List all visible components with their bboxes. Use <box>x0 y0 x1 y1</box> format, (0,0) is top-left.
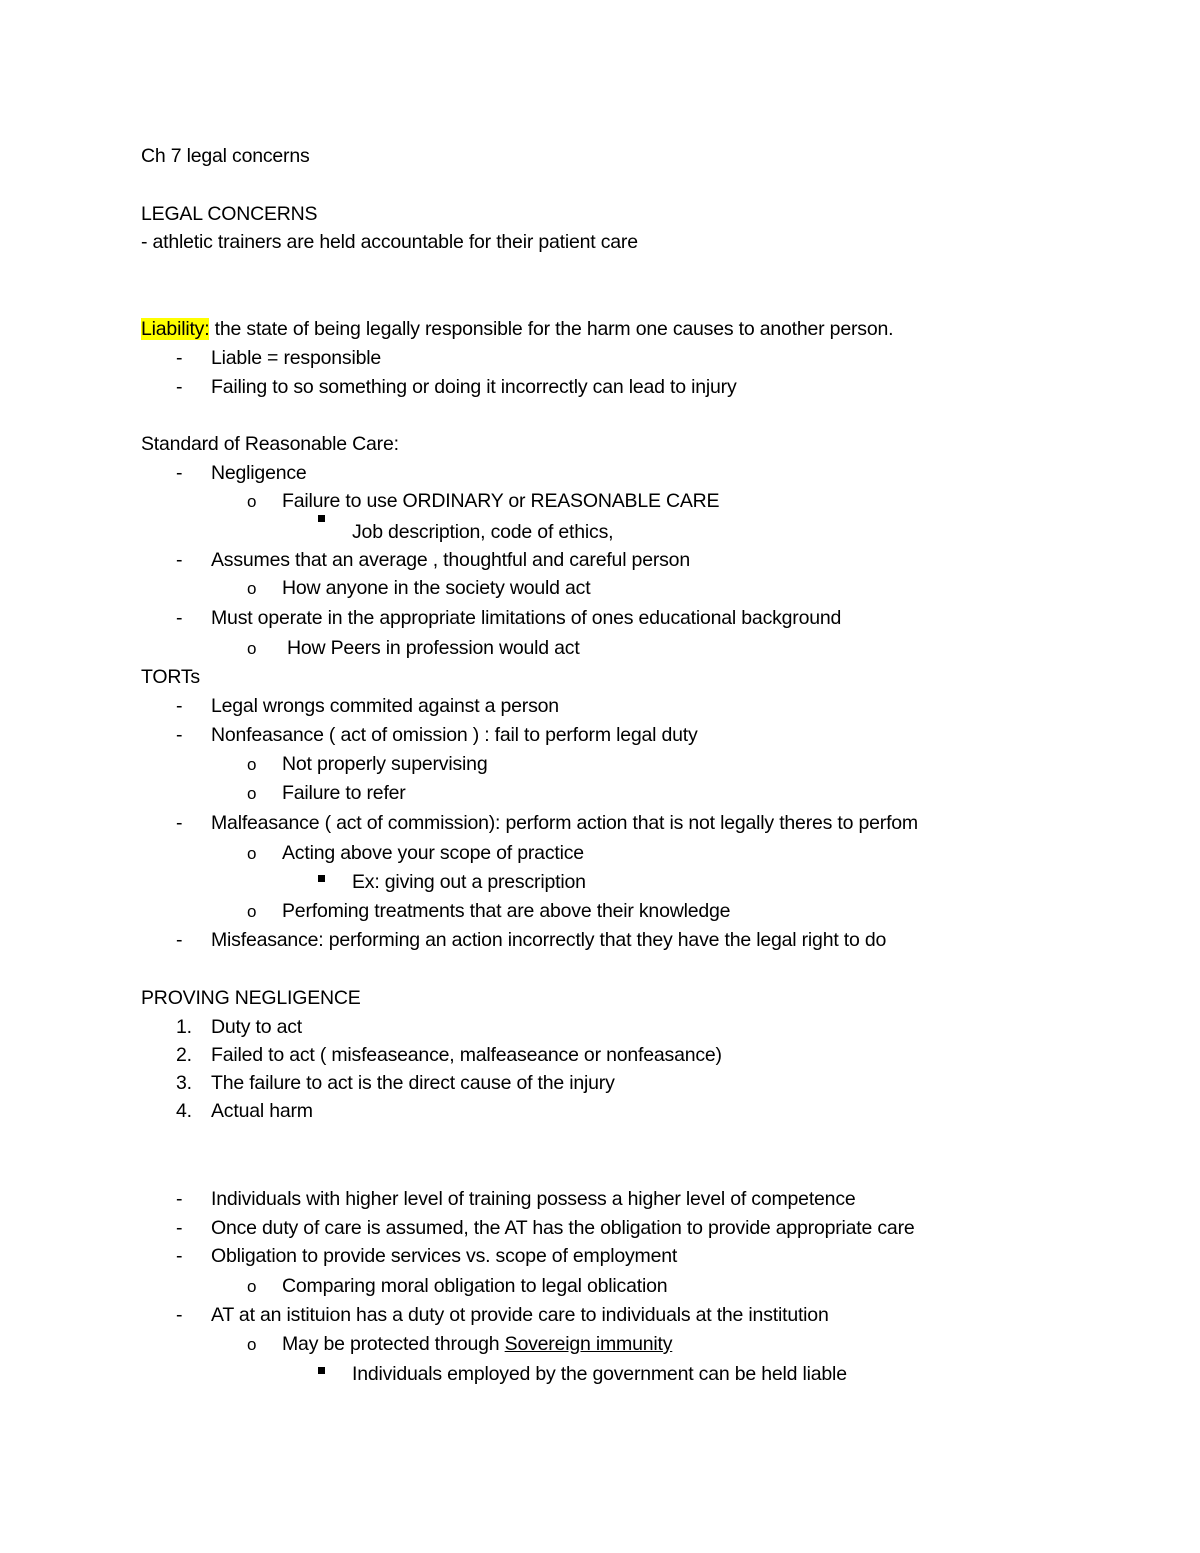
proving-negligence-heading: PROVING NEGLIGENCE <box>141 987 361 1009</box>
proving-item: Failed to act ( misfeaseance, malfeaseance or nonfeasance) <box>211 1044 722 1066</box>
circle-bullet-icon: o <box>247 1335 257 1354</box>
dash-bullet-icon: - <box>176 1188 183 1210</box>
dash-bullet-icon: - <box>176 812 183 834</box>
dash-bullet-icon: - <box>176 607 183 629</box>
circle-bullet-icon: o <box>247 1277 257 1296</box>
circle-bullet-icon: o <box>247 755 257 774</box>
circle-bullet-icon: o <box>247 492 257 511</box>
torts-item-nonfeasance: Nonfeasance ( act of omission ) : fail to perform legal duty <box>211 724 698 746</box>
standard-item-negligence: Negligence <box>211 462 307 484</box>
extra-subitem-comparing: Comparing moral obligation to legal oblication <box>282 1275 668 1297</box>
square-bullet-icon <box>318 875 325 882</box>
liability-definition-line <box>141 317 893 341</box>
dash-bullet-icon: - <box>176 376 183 398</box>
torts-item-misfeasance: Misfeasance: performing an action incorrectly that they have the legal right to do <box>211 929 887 951</box>
proving-item: The failure to act is the direct cause of the injury <box>211 1072 615 1094</box>
dash-bullet-icon: - <box>176 1304 183 1326</box>
circle-bullet-icon: o <box>247 639 257 658</box>
dash-bullet-icon: - <box>176 929 183 951</box>
dash-bullet-icon: - <box>176 347 183 369</box>
torts-subitem-acting-above: Acting above your scope of practice <box>282 842 584 864</box>
torts-item-malfeasance: Malfeasance ( act of commission): perform action that is not legally theres to perfom <box>211 812 918 834</box>
liability-definition: the state of being legally responsible for the harm one causes to another person. <box>209 318 894 340</box>
sovereign-immunity-term: Sovereign immunity <box>504 1333 673 1355</box>
proving-item: Actual harm <box>211 1100 313 1122</box>
legal-concerns-heading: LEGAL CONCERNS <box>141 203 318 225</box>
standard-care-heading: Standard of Reasonable Care: <box>141 433 399 455</box>
dash-bullet-icon: - <box>176 1245 183 1267</box>
square-bullet-icon <box>318 515 325 522</box>
protected-prefix: May be protected through <box>282 1333 505 1355</box>
square-bullet-icon <box>318 1367 325 1374</box>
list-number: 3. <box>176 1072 192 1094</box>
extra-item-obligation: Obligation to provide services vs. scope of employment <box>211 1245 678 1267</box>
circle-bullet-icon: o <box>247 579 257 598</box>
torts-subitem-supervising: Not properly supervising <box>282 753 488 775</box>
torts-subitem-refer: Failure to refer <box>282 782 406 804</box>
standard-subitem-anyone: How anyone in the society would act <box>282 577 591 599</box>
extra-subitem-protected <box>282 1332 672 1356</box>
torts-heading: TORTs <box>141 666 200 688</box>
liability-term-highlight: Liability: <box>141 318 210 340</box>
circle-bullet-icon: o <box>247 784 257 803</box>
document-title: Ch 7 legal concerns <box>141 145 310 167</box>
dash-bullet-icon: - <box>176 462 183 484</box>
standard-item-must: Must operate in the appropriate limitations of ones educational background <box>211 607 842 629</box>
standard-item-assumes: Assumes that an average , thoughtful and careful person <box>211 549 690 571</box>
torts-subitem-perfoming: Perfoming treatments that are above their knowledge <box>282 900 731 922</box>
extra-item-individuals: Individuals with higher level of training possess a higher level of competence <box>211 1188 856 1210</box>
torts-subsubitem-prescription: Ex: giving out a prescription <box>352 871 586 893</box>
circle-bullet-icon: o <box>247 902 257 921</box>
extra-subsubitem-government: Individuals employed by the government can be held liable <box>352 1363 847 1385</box>
standard-subitem-failure: Failure to use ORDINARY or REASONABLE CARE <box>282 490 720 512</box>
circle-bullet-icon: o <box>247 844 257 863</box>
list-number: 2. <box>176 1044 192 1066</box>
legal-concerns-intro: - athletic trainers are held accountable for their patient care <box>141 231 638 253</box>
standard-subsubitem-job: Job description, code of ethics, <box>352 521 614 543</box>
dash-bullet-icon: - <box>176 1217 183 1239</box>
list-number: 4. <box>176 1100 192 1122</box>
liability-item: Failing to so something or doing it incorrectly can lead to injury <box>211 376 737 398</box>
proving-item: Duty to act <box>211 1016 303 1038</box>
standard-subitem-peers: How Peers in profession would act <box>287 637 580 659</box>
extra-item-at-institution: AT at an istituion has a duty ot provide care to individuals at the institution <box>211 1304 829 1326</box>
list-number: 1. <box>176 1016 192 1038</box>
dash-bullet-icon: - <box>176 695 183 717</box>
dash-bullet-icon: - <box>176 724 183 746</box>
dash-bullet-icon: - <box>176 549 183 571</box>
extra-item-once: Once duty of care is assumed, the AT has the obligation to provide appropriate care <box>211 1217 915 1239</box>
torts-item-legal-wrongs: Legal wrongs commited against a person <box>211 695 559 717</box>
liability-item: Liable = responsible <box>211 347 381 369</box>
